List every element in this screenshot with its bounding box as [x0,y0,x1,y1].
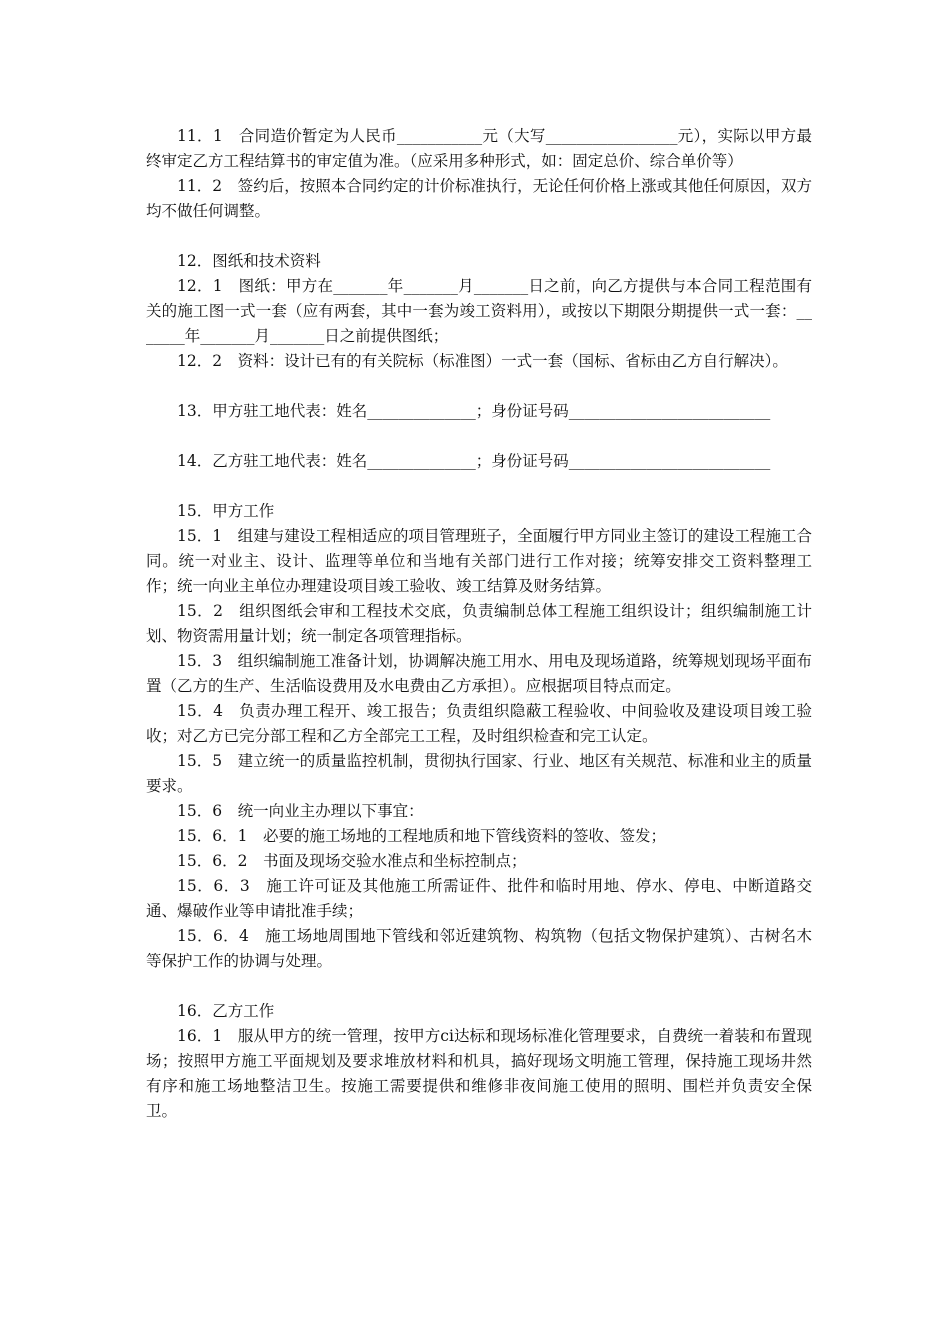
section-heading-15: 15．甲方工作 [177,502,275,520]
paragraph-12-1: 12．1 图纸：甲方在_______年_______月_______日之前，向乙方提供与本合同工程范围有关的施工图一式一套（应有两套，其中一套为竣工资料用），或按以下期限分期提供一式一套：_______年_______月_______日之前提供图纸； [146,277,812,345]
paragraph-15-5: 15．5 建立统一的质量监控机制，贯彻执行国家、行业、地区有关规范、标准和业主的质量要求。 [146,752,812,795]
blank-line [146,474,812,499]
blank-line [146,974,812,999]
paragraph-13: 13．甲方驻工地代表：姓名______________；身份证号码__________________________ [177,402,771,420]
paragraph-15-6-2: 15．6．2 书面及现场交验水准点和坐标控制点； [177,852,527,870]
paragraph-11-1: 11．1 合同造价暂定为人民币___________元（大写_________________元），实际以甲方最终审定乙方工程结算书的审定值为准。（应采用多种形式，如：固定总价、综合单价等） [146,127,812,170]
paragraph-15-2: 15．2 组织图纸会审和工程技术交底，负责编制总体工程施工组织设计；组织编制施工计划、物资需用量计划；统一制定各项管理指标。 [146,602,812,645]
paragraph-14: 14．乙方驻工地代表：姓名______________；身份证号码__________________________ [177,452,771,470]
paragraph-15-6-1: 15．6．1 必要的施工场地的工程地质和地下管线资料的签收、签发； [177,827,666,845]
blank-line [146,224,812,249]
paragraph-12-2: 12．2 资料：设计已有的有关院标（标准图）一式一套（国标、省标由乙方自行解决）。 [177,352,788,370]
paragraph-15-3: 15．3 组织编制施工准备计划，协调解决施工用水、用电及现场道路，统筹规划现场平面布置（乙方的生产、生活临设费用及水电费由乙方承担）。应根据项目特点而定。 [146,652,812,695]
paragraph-16-1: 16．1 服从甲方的统一管理，按甲方ci达标和现场标准化管理要求，自费统一着装和布置现场；按照甲方施工平面规划及要求堆放材料和机具，搞好现场文明施工管理，保持施工现场井然有序和施工场地整洁卫生。按施工需要提供和维修非夜间施工使用的照明、围栏并负责安全保卫。 [146,1027,812,1120]
paragraph-15-6-3: 15．6．3 施工许可证及其他施工所需证件、批件和临时用地、停水、停电、中断道路交通、爆破作业等申请批准手续； [146,877,812,920]
paragraph-15-1: 15．1 组建与建设工程相适应的项目管理班子，全面履行甲方同业主签订的建设工程施工合同。统一对业主、设计、监理等单位和当地有关部门进行工作对接；统筹安排交工资料整理工作；统一向业主单位办理建设项目竣工验收、竣工结算及财务结算。 [146,527,812,595]
paragraph-15-6: 15．6 统一向业主办理以下事宜： [177,802,424,820]
paragraph-11-2: 11．2 签约后，按照本合同约定的计价标准执行，无论任何价格上涨或其他任何原因，双方均不做任何调整。 [146,177,812,220]
blank-line [146,374,812,399]
paragraph-15-4: 15．4 负责办理工程开、竣工报告；负责组织隐蔽工程验收、中间验收及建设项目竣工验收；对乙方已完分部工程和乙方全部完工工程，及时组织检查和完工认定。 [146,702,812,745]
paragraph-15-6-4: 15．6．4 施工场地周围地下管线和邻近建筑物、构筑物（包括文物保护建筑）、古树名木等保护工作的协调与处理。 [146,927,812,970]
section-heading-12: 12．图纸和技术资料 [177,252,321,270]
section-heading-16: 16．乙方工作 [177,1002,275,1020]
blank-line [146,424,812,449]
document-page [146,124,812,1124]
